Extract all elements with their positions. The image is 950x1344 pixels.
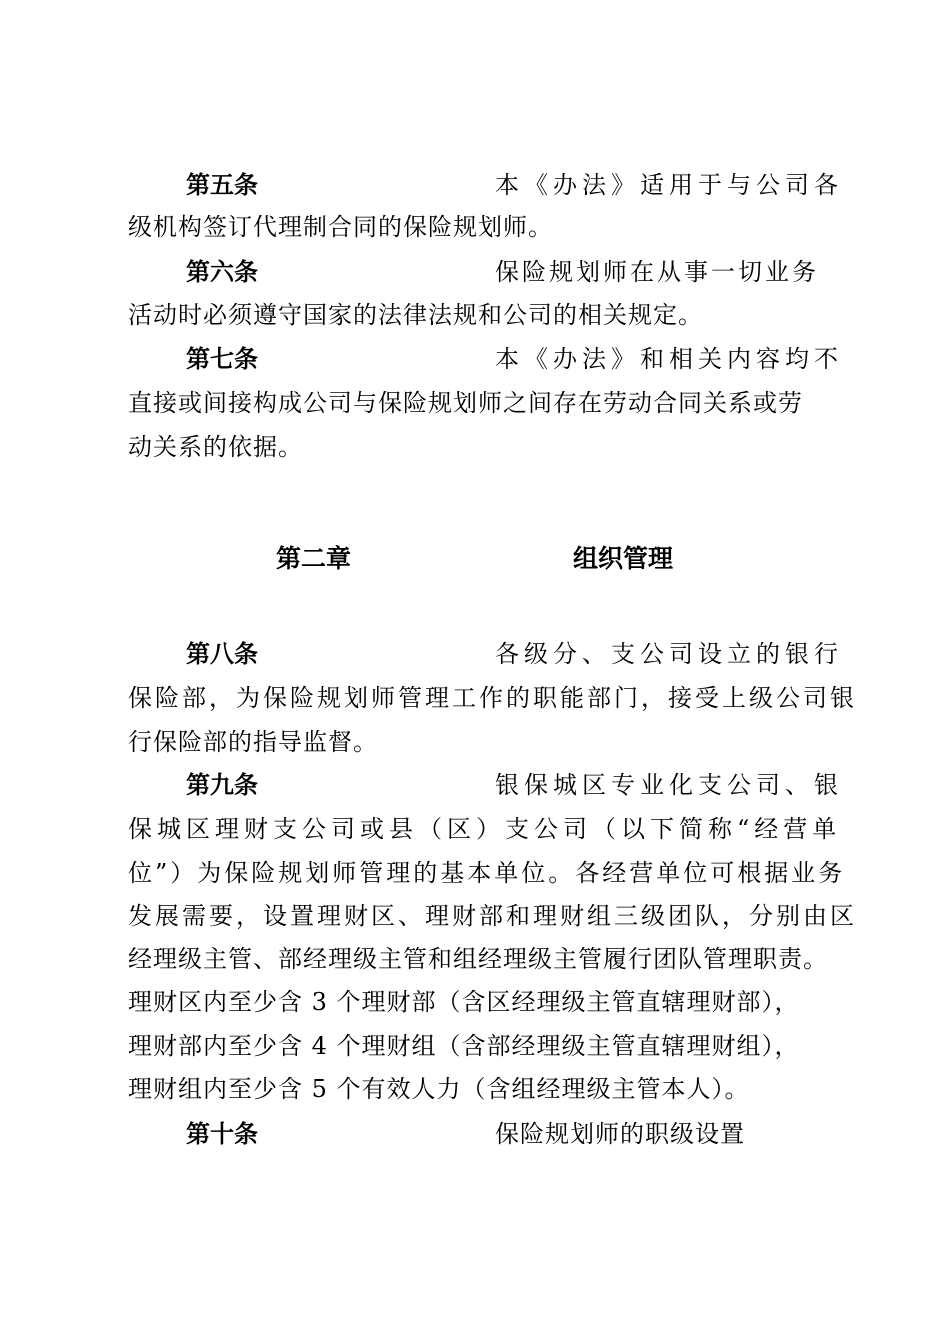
article-9-line-4: 发展需要，设置理财区、理财部和理财组三级团队，分别由区: [128, 902, 857, 930]
article-7-line-3: 动关系的依据。: [128, 433, 303, 461]
article-6-line-2: 活动时必须遵守国家的法律法规和公司的相关规定。: [128, 301, 703, 329]
article-6-heading: 第六条: [186, 258, 258, 286]
article-7-line-2: 直接或间接构成公司与保险规划师之间存在劳动合同关系或劳: [128, 389, 803, 417]
chapter-name: 组织管理: [573, 544, 674, 573]
article-9-line-6: 理财区内至少含 3 个理财部（含区经理级主管直辖理财部），: [128, 988, 800, 1016]
article-9-line-1: 银保城区专业化支公司、银: [495, 771, 843, 799]
article-7-line-1: 本《办法》和相关内容均不: [495, 345, 843, 373]
article-6-line-1: 保险规划师在从事一切业务: [495, 258, 819, 286]
article-5-line-1: 本《办法》适用于与公司各: [495, 171, 843, 199]
article-9-heading: 第九条: [186, 771, 258, 799]
article-10-heading: 第十条: [186, 1120, 258, 1148]
article-8-line-1: 各级分、支公司设立的银行: [495, 640, 843, 668]
chapter-number: 第二章: [276, 544, 352, 573]
article-9-line-8: 理财组内至少含 5 个有效人力（含组经理级主管本人）。: [128, 1075, 750, 1103]
article-7-heading: 第七条: [186, 345, 258, 373]
article-5-heading: 第五条: [186, 171, 258, 199]
article-8-line-2: 保险部，为保险规划师管理工作的职能部门，接受上级公司银: [128, 684, 857, 712]
article-9-line-5: 经理级主管、部经理级主管和组经理级主管履行团队管理职责。: [128, 945, 828, 973]
article-9-line-7: 理财部内至少含 4 个理财组（含部经理级主管直辖理财组），: [128, 1032, 800, 1060]
article-9-line-2: 保城区理财支公司或县（区）支公司（以下简称“经营单: [128, 815, 842, 843]
article-8-heading: 第八条: [186, 640, 258, 668]
article-5-line-2: 级机构签订代理制合同的保险规划师。: [128, 213, 553, 241]
article-8-line-3: 行保险部的指导监督。: [128, 728, 378, 756]
article-10-line-1: 保险规划师的职级设置: [495, 1120, 745, 1148]
article-9-line-3: 位”）为保险规划师管理的基本单位。各经营单位可根据业务: [128, 859, 846, 887]
